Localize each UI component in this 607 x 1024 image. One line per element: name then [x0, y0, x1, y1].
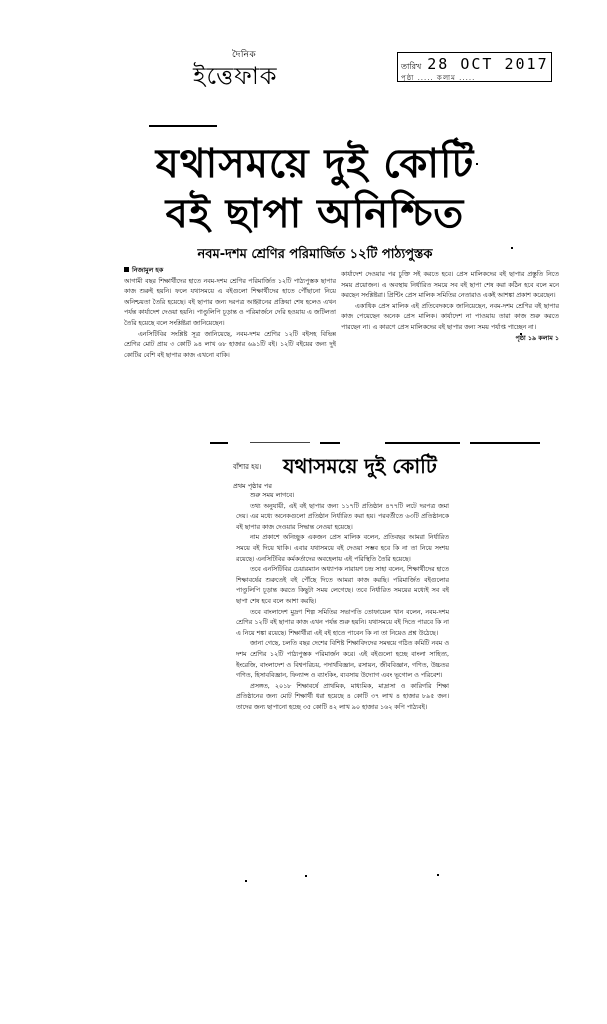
continuation-title: যথাসময়ে দুই কোটি — [283, 454, 437, 478]
stamp-date-label: তারিখ — [401, 62, 422, 71]
paragraph: জানা গেছে, চলতি বছর দেশের বিশিষ্ট শিক্ষাবিদদের সমন্বয়ে গঠিত কমিটি নবম ও দশম শ্রেণির ১২টি পাঠ্যপুস্তক পরিমার্জন করে। এই বইগুলো হচ্ছে বাংলা সাহিত্য, ইংরেজি, বাংলাদেশ ও বিশ্বপরিচয়, পদার্থবিজ্ঞান, রসায়ন, জীববিজ্ঞান, গণিত, উচ্চতর গণিত, হিসাববিজ্ঞান, ফিন্যান্স ও ব্যাংকিং, ব্যবসায় উদ্যোগ এবং ভূগোল ও পরিবেশ। — [236, 640, 449, 680]
scan-speck — [520, 333, 522, 335]
paragraph: একাধিক প্রেস মালিক এই প্রতিবেদককে জানিয়েছেন, নবম-দশম শ্রেণির বই ছাপার কাজ পেয়েছেন অনেক প্রেস মালিক। কার্যাদেশ না পাওয়ায় তারা কাজ শুরু করতে পারছেন না। এ কারণে প্রেস মালিকদের বই ছাপার জন্য সময় পর্যাপ্ত পাচ্ছেন না। — [341, 302, 559, 331]
continuation-column — [236, 491, 449, 881]
separator-rule — [250, 442, 310, 443]
paragraph: তথ্য অনুযায়ী, এই বই ছাপার জন্য ১১৭টি প্রতিষ্ঠান ৪৭৭টি লটে দরপত্র জমা দেয়। এর মধ্যে অনেকগুলো প্রতিষ্ঠান নির্ধারিত করা হয়। পরবর্তীতে ৬৩টি প্রতিষ্ঠানকে বই ছাপার কাজ দেওয়ার সিদ্ধান্ত নেওয়া হয়েছে। — [236, 502, 449, 531]
jump-note: পৃষ্ঠা ১৯ কলাম ১ — [515, 334, 559, 342]
stamp-page-label: পৃষ্ঠা ..... কলাম ..... — [401, 74, 476, 82]
scan-speck — [476, 163, 478, 165]
headline-line-2: বই ছাপা অনিশ্চিত — [165, 191, 465, 237]
section-separator — [210, 440, 560, 446]
continuation-prefix: বাঁশার হয়। — [233, 463, 262, 471]
separator-rule — [320, 442, 340, 444]
headline-line-1: যথাসময়ে দুই কোটি — [155, 141, 475, 187]
scan-speck — [511, 247, 513, 249]
scan-speck — [245, 880, 247, 882]
scan-speck — [305, 875, 307, 877]
header-rule — [149, 125, 217, 127]
scan-speck — [437, 874, 439, 876]
paragraph: কার্যাদেশ দেওয়ার পর চুক্তি সই করতে হবে। প্রেস মালিকদের বই ছাপার প্রস্তুতি নিতে সময় প্রয়োজন। এ অবস্থায় নির্ধারিত সময়ে সব বই ছাপা শেষ করা কঠিন হবে বলে মনে করছেন সংশ্লিষ্টরা। প্রিন্টিং প্রেস মালিক সমিতির নেতারাও একই আশঙ্কা প্রকাশ করেছেন। — [341, 271, 559, 300]
subheadline: নবম-দশম শ্রেণির পরিমার্জিত ১২টি পাঠ্যপুস্তক — [197, 247, 433, 262]
masthead-prefix: দৈনিক — [232, 50, 257, 60]
byline: নিজামুল হক — [124, 266, 336, 277]
paragraph: এনসিটিবির সংশ্লিষ্ট সূত্র জানিয়েছে, নবম-দশম শ্রেণির ১২টি বইসহ বিভিন্ন শ্রেণির মোট প্রায় ৩ কোটি ৯৪ লাখ ৬৮ হাজার ৬৯১টি বই। ১২টি বইয়ের জন্য দুই কোটির বেশি বই ছাপার কাজ এখনো বাকি। — [124, 330, 336, 359]
separator-rule — [210, 442, 228, 444]
article-right-column — [341, 270, 559, 430]
paragraph: শুরু সময় লাগবে। — [250, 492, 295, 499]
separator-rule — [385, 442, 460, 444]
newspaper-masthead: ইত্তেফাক — [193, 62, 278, 90]
article-left-column — [124, 266, 336, 436]
paragraph: আগামী বছর শিক্ষার্থীদের হাতে নবম-দশম শ্রেণির পরিমার্জিত ১২টি পাঠ্যপুস্তক ছাপার কাজ শুরুই হয়নি। ফলে যথাসময়ে এ বইগুলো শিক্ষার্থীদের হাতে পৌঁছানো নিয়ে অনিশ্চয়তা তৈরি হয়েছে। বই ছাপার জন্য দরপত্র আহ্বানের প্রক্রিয়া শেষ হলেও এখন পর্যন্ত কার্যাদেশ দেওয়া হয়নি। পাণ্ডুলিপি চূড়ান্ত ও পরিমার্জনে দেরি হওয়ায় এ জটিলতা তৈরি হয়েছে বলে সংশ্লিষ্টরা জানিয়েছেন। — [124, 277, 336, 327]
paragraph: তবে বাংলাদেশ মুদ্রণ শিল্প সমিতির সভাপতি তোফায়েল খান বলেন, নবম-দশম শ্রেণির ১২টি বই ছাপার কাজ এখন পর্যন্ত শুরু হয়নি। যথাসময়ে বই দিতে পারবে কি না এ নিয়ে শঙ্কা রয়েছে। শিক্ষার্থীরা এই বই হাতে পাবেন কি না তা নিয়েও প্রশ্ন উঠেছে। — [236, 608, 449, 637]
stamp-date: 28 OCT 2017 — [427, 55, 549, 73]
paragraph: নাম প্রকাশে অনিচ্ছুক একজন প্রেস মালিক বলেন, প্রতিবছর আমরা নির্ধারিত সময়ে বই দিয়ে থাকি। এবার যথাসময়ে বই দেওয়া সম্ভব হবে কি না তা নিয়ে সংশয় রয়েছে। এনসিটিবির কর্মকর্তাদের অবহেলায় এই পরিস্থিতি তৈরি হয়েছে। — [236, 534, 449, 563]
date-stamp — [397, 52, 552, 82]
separator-rule — [470, 442, 540, 444]
paragraph: প্রসঙ্গত, ২০১৮ শিক্ষাবর্ষে প্রাথমিক, মাধ্যমিক, মাদ্রাসা ও কারিগরি শিক্ষা প্রতিষ্ঠানের জন্য মোট শিক্ষার্থী ধরা হয়েছে ৪ কোটি ৩৭ লাখ ৪ হাজার ৮৯৫ জন। তাদের জন্য ছাপানো হচ্ছে ৩৫ কোটি ৪২ লাখ ৯০ হাজার ১৬২ কপি পাঠ্যবই। — [236, 682, 449, 711]
continuation-from-page: প্রথম পৃষ্ঠার পর — [233, 482, 272, 490]
paragraph: তবে এনসিটিবির চেয়ারম্যান অধ্যাপক নারায়ণ চন্দ্র সাহা বলেন, শিক্ষার্থীদের হাতে শিক্ষাবর্ষের শুরুতেই বই পৌঁছে দিতে আমরা কাজ করছি। পরিমার্জিত বইগুলোর পাণ্ডুলিপি চূড়ান্ত করতে কিছুটা সময় লেগেছে। তবে নির্ধারিত সময়ের মধ্যেই সব বই ছাপা শেষ হবে বলে আশা করছি। — [236, 566, 449, 605]
